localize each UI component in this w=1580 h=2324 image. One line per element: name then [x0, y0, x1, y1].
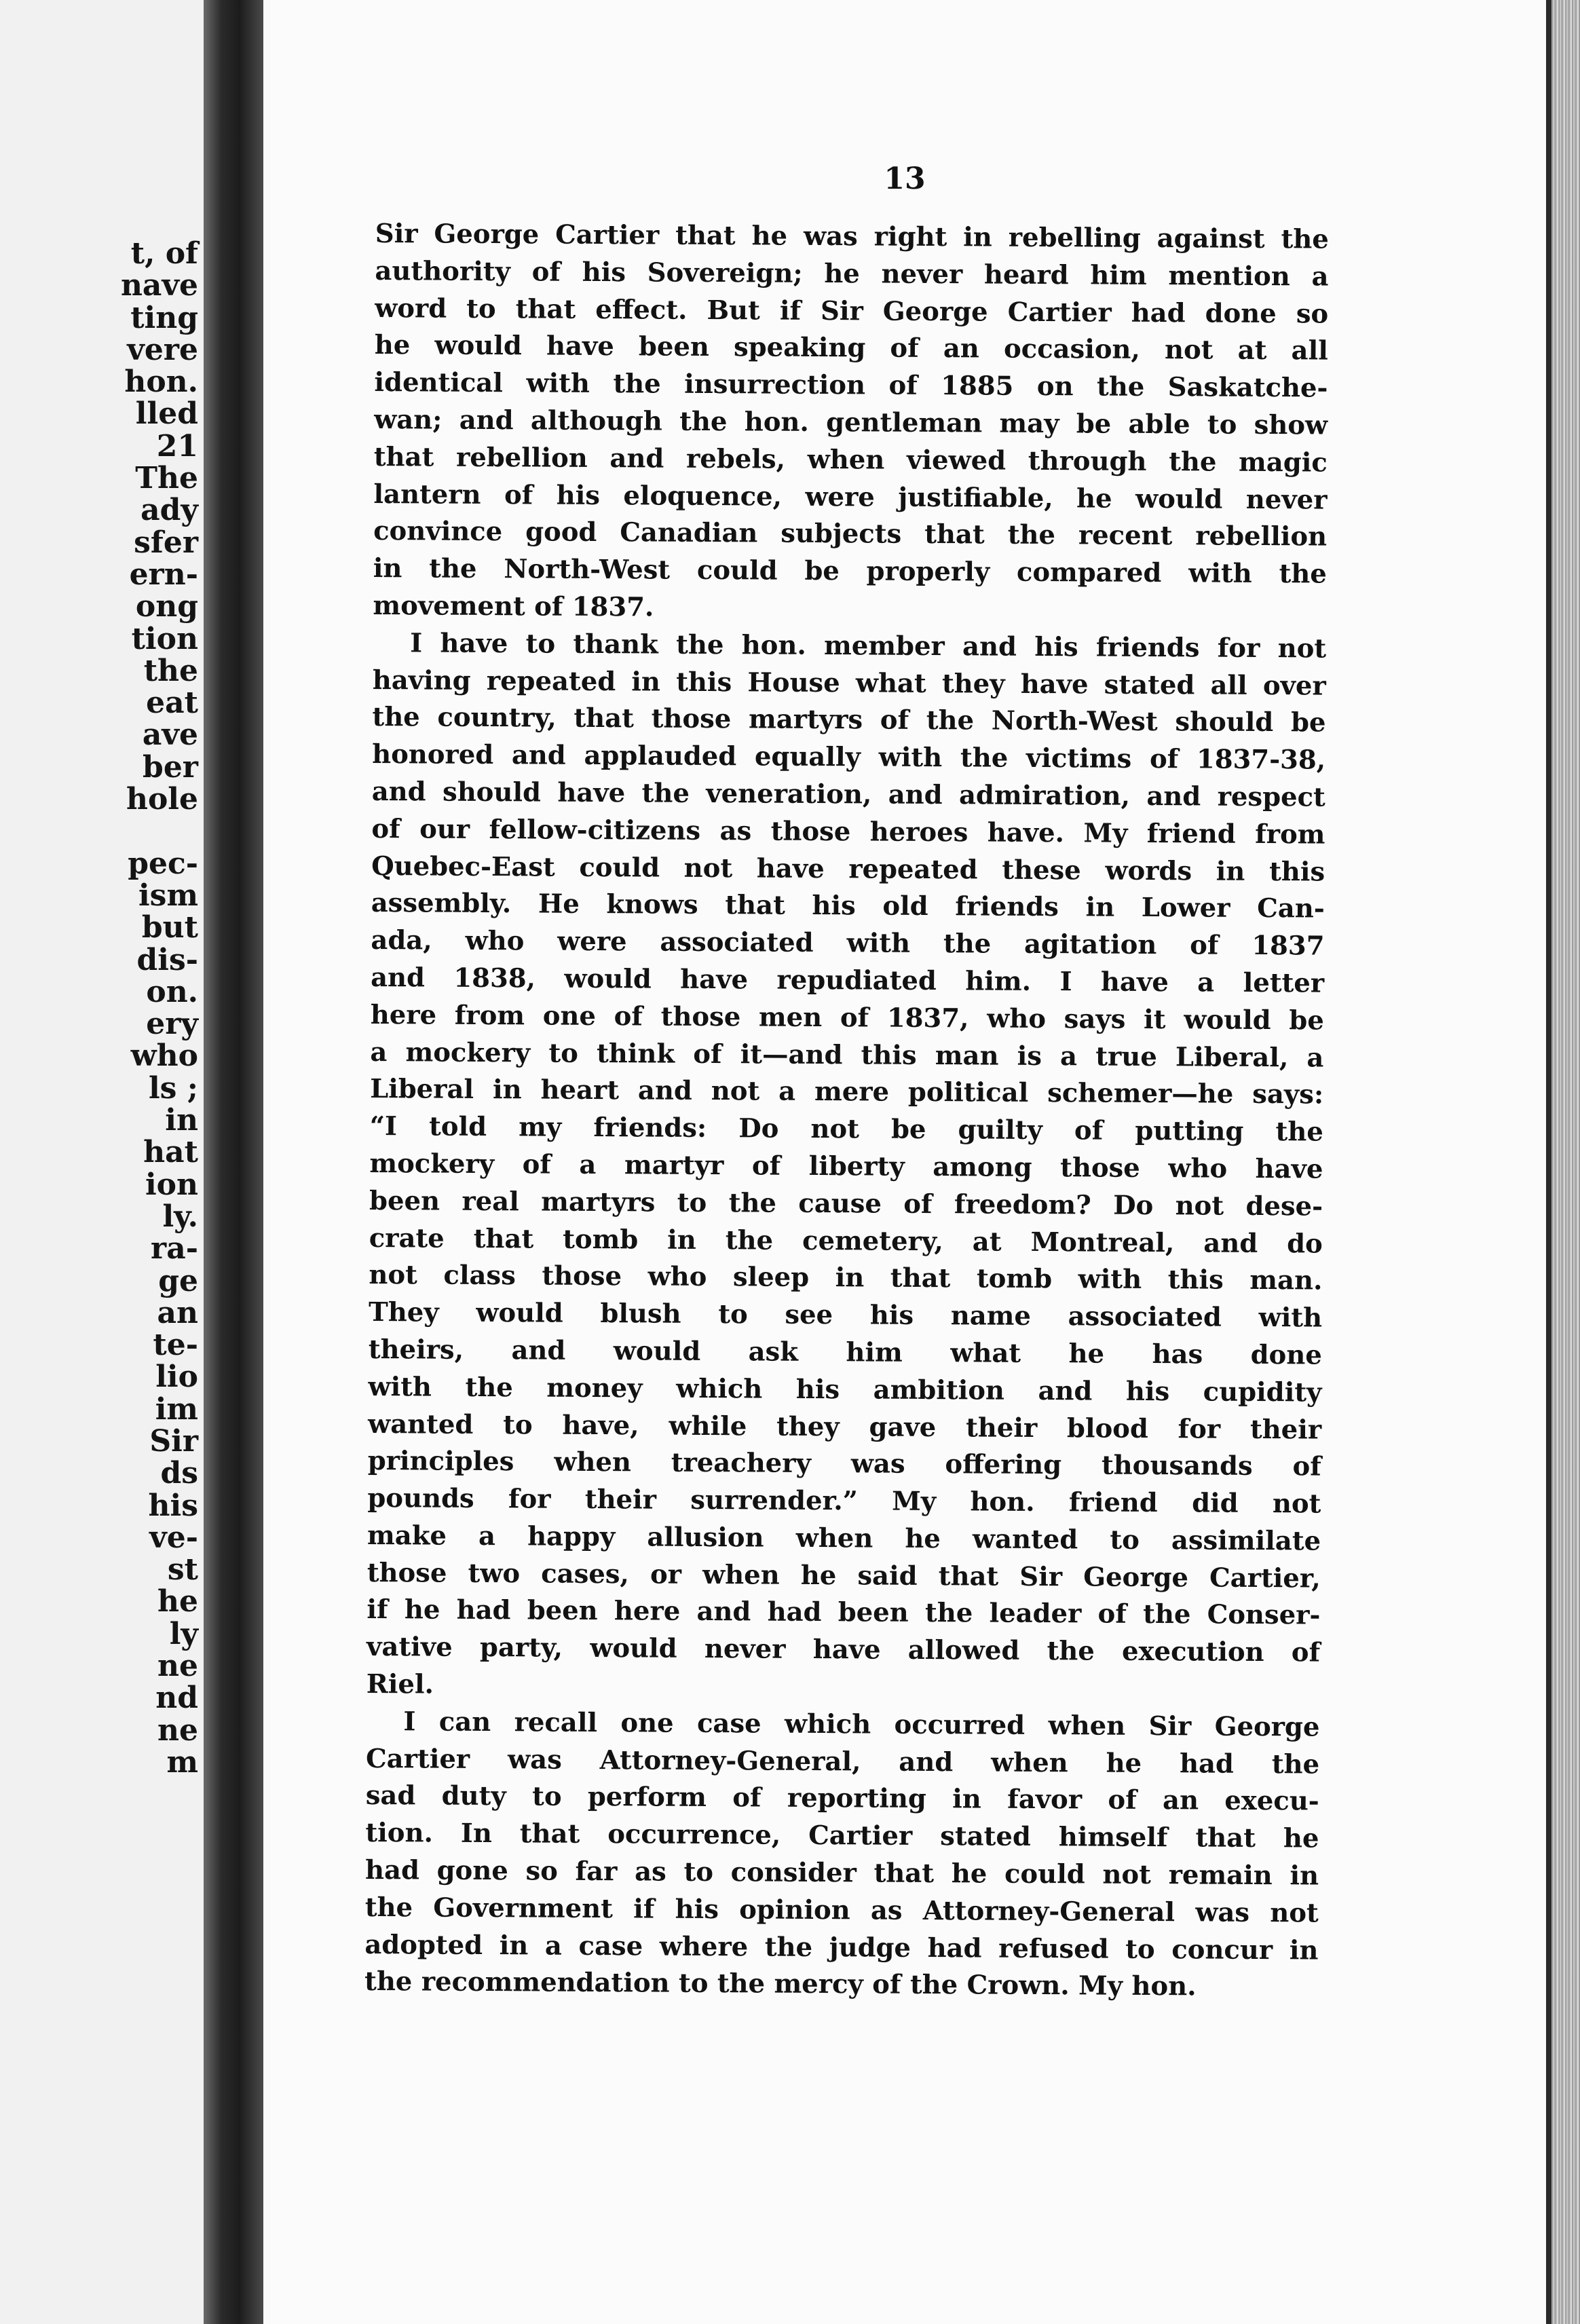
book-binding-gutter — [204, 0, 263, 2324]
text-line: here from one of those men of 1837, who says it would be — [370, 999, 1324, 1036]
text-line: make a happy allusion when he wanted to assimilate — [366, 1520, 1321, 1557]
text-line: not class those who sleep in that tomb with this man. — [369, 1260, 1323, 1296]
facing-page-line: te- — [153, 1328, 198, 1363]
facing-page-line: 21 — [156, 428, 198, 464]
facing-page-line: nd — [155, 1681, 198, 1716]
page-stack-edge — [1546, 0, 1580, 2324]
facing-page-line: ve- — [149, 1520, 198, 1555]
facing-page-line: ge — [158, 1263, 198, 1298]
text-line: principles when treachery was offering thousands of — [367, 1446, 1321, 1482]
facing-page-line: ra- — [151, 1231, 198, 1267]
facing-page-line: on. — [146, 974, 198, 1009]
facing-page-line: ong — [135, 589, 198, 624]
text-line: had gone so far as to consider that he could not remain in — [364, 1855, 1319, 1892]
text-line: vative party, would never have allowed the execution of — [366, 1632, 1321, 1668]
text-line: wan; and although the hon. gentleman may be able to show — [374, 404, 1328, 441]
facing-page-line: ds — [160, 1456, 198, 1491]
facing-page-line: he — [157, 1584, 198, 1619]
text-line: crate that tomb in the cemetery, at Montreal, and do — [369, 1222, 1323, 1260]
text-line: theirs, and would ask him what he has done — [368, 1334, 1322, 1371]
text-line: Quebec-East could not have repeated these words in this — [371, 850, 1325, 888]
facing-page-line: ly — [169, 1616, 198, 1651]
page — [263, 0, 1546, 2324]
facing-page-line: m — [166, 1744, 198, 1780]
facing-page-line: eat — [146, 686, 198, 721]
facing-page-line: pec- — [128, 846, 198, 881]
text-line: been real martyrs to the cause of freedom? Do not dese- — [369, 1185, 1323, 1222]
text-line: the Government if his opinion as Attorney-General was not — [364, 1892, 1319, 1929]
text-line: adopted in a case where the judge had refused to concur in — [364, 1929, 1319, 1966]
text-line: Sir George Cartier that he was right in rebelling against the — [375, 218, 1329, 255]
facing-page-line: ber — [143, 749, 198, 785]
facing-page-line: tion — [131, 621, 198, 656]
text-line: convince good Canadian subjects that the recent rebellion — [373, 516, 1328, 552]
facing-page-line: t, of — [130, 236, 198, 271]
facing-page-line: his — [148, 1488, 198, 1523]
facing-page-line: ne — [157, 1649, 198, 1684]
facing-page-line: vere — [127, 332, 198, 367]
facing-page-line: hat — [143, 1135, 198, 1170]
text-line: assembly. He knows that his old friends in Lower Can- — [371, 888, 1325, 924]
facing-page-line — [83, 815, 198, 847]
text-line: wanted to have, while they gave their blood for their — [367, 1408, 1322, 1446]
text-line: I can recall one case which occurred when Sir George — [403, 1706, 1320, 1743]
text-line: pounds for their surrender.” My hon. friend did not — [367, 1483, 1321, 1520]
facing-page-line: ting — [130, 300, 198, 335]
text-line: the country, that those martyrs of the North-West should be — [372, 702, 1326, 738]
text-line: with the money which his ambition and his cupidity — [368, 1371, 1322, 1408]
text-line: and 1838, would have repudiated him. I have a letter — [371, 962, 1325, 999]
facing-page-line: dis- — [136, 942, 198, 977]
facing-page-line: Sir — [149, 1423, 198, 1459]
text-line: and should have the veneration, and admiration, and respect — [371, 776, 1325, 813]
facing-page-line: hon. — [124, 364, 198, 400]
facing-page-line: ave — [142, 717, 198, 753]
facing-page-line: the — [143, 653, 198, 688]
text-line: tion. In that occurrence, Cartier stated himself that he — [365, 1818, 1319, 1854]
facing-page-line: im — [155, 1391, 198, 1427]
facing-page-line: ls ; — [148, 1070, 198, 1106]
text-line: the recommendation to the mercy of the Crown. My hon. — [364, 1966, 1197, 2002]
facing-page-line: lled — [135, 396, 198, 432]
paragraph — [364, 1704, 1320, 2007]
paragraph — [373, 216, 1329, 631]
facing-page-line: hole — [126, 782, 198, 817]
facing-page-line: ne — [157, 1712, 198, 1748]
facing-page-line: ern- — [129, 557, 198, 592]
text-line: word to that effect. But if Sir George Cartier had done so — [375, 293, 1329, 330]
facing-page-line: st — [167, 1552, 198, 1588]
text-line: honored and applauded equally with the victims of 1837-38, — [372, 739, 1326, 776]
text-line: if he had been here and had been the leader of the Conser- — [366, 1594, 1321, 1632]
text-line: identical with the insurrection of 1885 on the Saskatche- — [374, 367, 1328, 404]
text-line: that rebellion and rebels, when viewed through the magic — [373, 441, 1328, 479]
facing-page-line: ady — [140, 493, 198, 528]
facing-page-line: nave — [120, 268, 198, 303]
facing-page-line: ism — [138, 878, 198, 913]
text-line: I have to thank the hon. member and his friends for not — [410, 628, 1327, 664]
text-line: lantern of his eloquence, were justifiable, he would never — [373, 479, 1328, 516]
facing-page-line: ery — [146, 1007, 198, 1042]
facing-page-line: The — [135, 461, 198, 496]
text-line: having repeated in this House what they have stated all over — [372, 664, 1326, 702]
text-line: Cartier was Attorney-General, and when he had the — [365, 1743, 1320, 1780]
text-line: a mockery to think of it—and this man is a true Liberal, a — [370, 1036, 1324, 1074]
text-line: of our fellow-citizens as those heroes have. My friend from — [371, 813, 1325, 850]
text-line: movement of 1837. — [373, 590, 654, 623]
text-line: Liberal in heart and not a mere political schemer—he says: — [370, 1074, 1324, 1110]
facing-page-line: ly. — [162, 1199, 198, 1234]
facing-page-line: in — [165, 1103, 198, 1138]
facing-page-line: lio — [155, 1360, 198, 1395]
facing-page-line: sfer — [134, 525, 198, 560]
text-line: “I told my friends: Do not be guilty of putting the — [369, 1111, 1323, 1148]
text-line: in the North-West could be properly compared with the — [373, 553, 1327, 590]
text-line: Riel. — [366, 1669, 434, 1700]
text-line: They would blush to see his name associated with — [368, 1297, 1323, 1334]
text-line: ada, who were associated with the agitation of 1837 — [371, 925, 1325, 962]
body-text — [364, 216, 1329, 2007]
facing-page-line: but — [141, 910, 198, 945]
page-number: 13 — [884, 162, 926, 196]
paragraph — [366, 625, 1327, 1710]
facing-page-text-fragments — [83, 238, 198, 1778]
facing-page-line: an — [157, 1295, 198, 1330]
text-line: authority of his Sovereign; he never heard him mention a — [375, 255, 1329, 293]
text-line: sad duty to perform of reporting in favor of an execu- — [365, 1780, 1319, 1818]
facing-page-left — [0, 0, 204, 2324]
text-line: he would have been speaking of an occasion, not at all — [374, 330, 1328, 367]
facing-page-line: who — [130, 1038, 198, 1074]
text-line: those two cases, or when he said that Sir George Cartier, — [366, 1557, 1321, 1594]
facing-page-line: ion — [145, 1167, 198, 1202]
text-line: mockery of a martyr of liberty among those who have — [369, 1148, 1323, 1185]
